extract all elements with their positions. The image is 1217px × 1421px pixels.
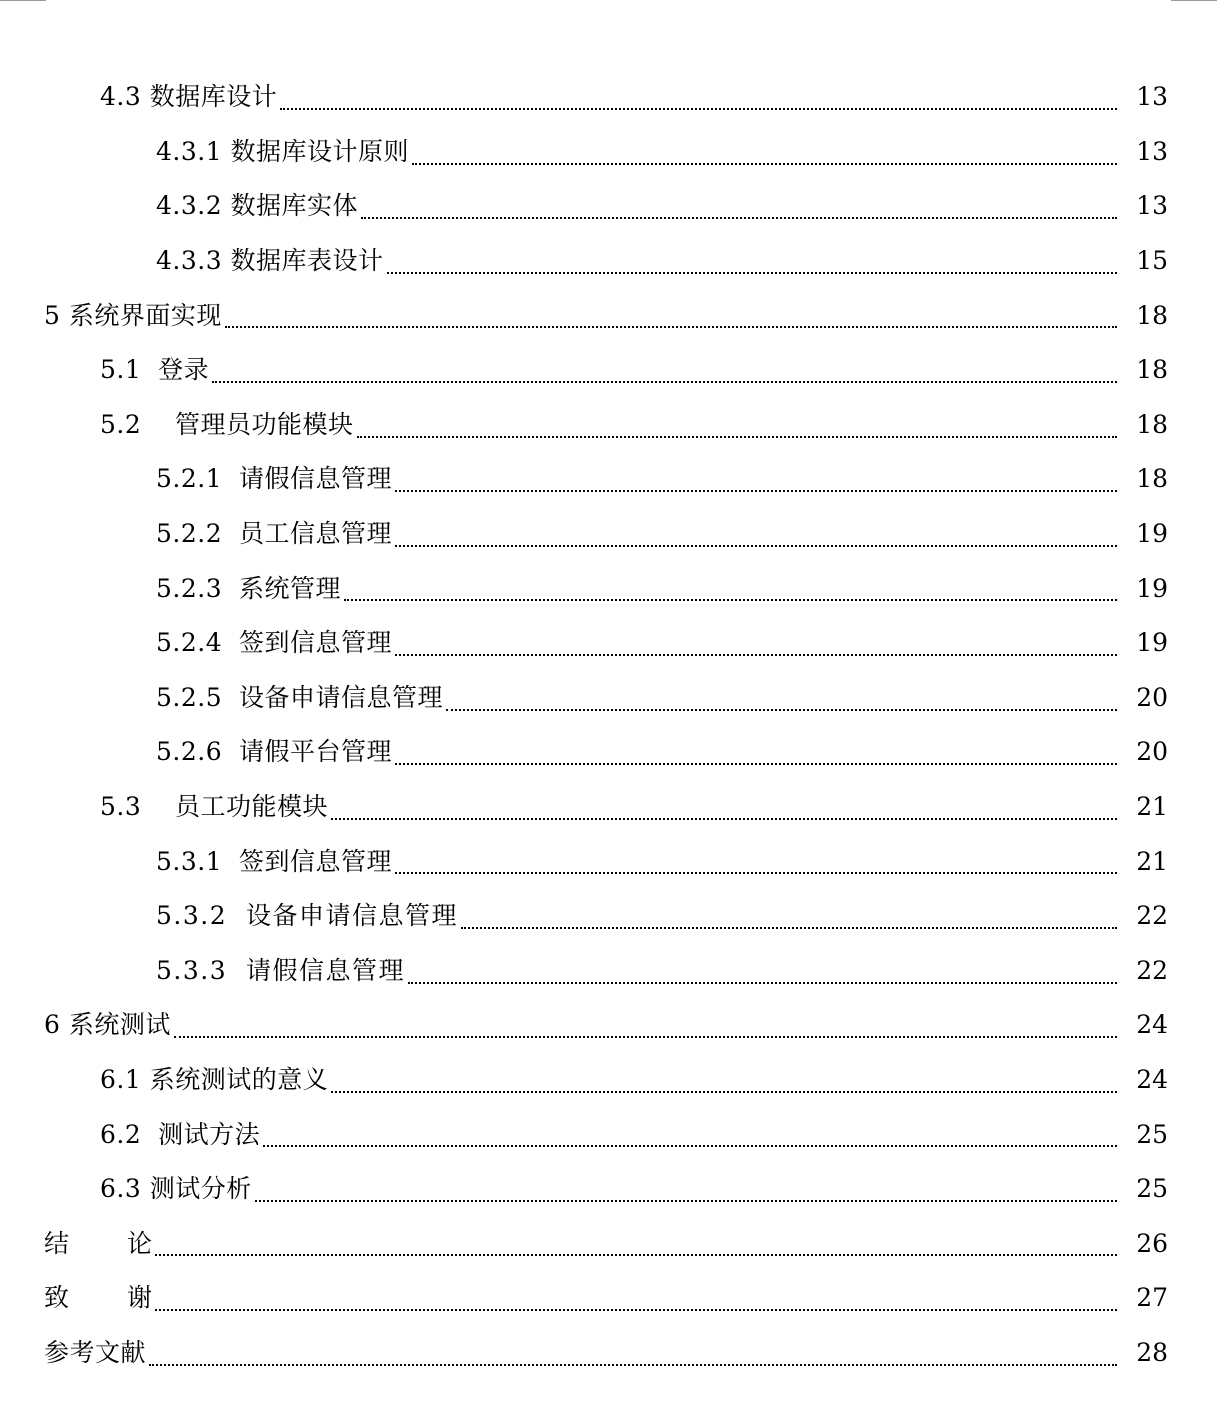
toc-entry-title: 5.3.2 设备申请信息管理	[156, 901, 459, 931]
toc-entry-5-3-1[interactable]	[0, 834, 1217, 889]
toc-entry-title: 6.3 测试分析	[100, 1174, 252, 1204]
page-corner-mark-right	[1171, 0, 1217, 1]
toc-entry-title-char-2: 谢	[127, 1283, 153, 1313]
toc-page-number: 18	[1136, 409, 1168, 439]
toc-entry-title: 6 系统测试	[44, 1010, 171, 1040]
toc-dot-leader	[344, 577, 1117, 601]
toc-entry-5-2-6[interactable]	[0, 725, 1217, 780]
toc-page-number: 15	[1136, 246, 1168, 276]
toc-entry-5-1[interactable]	[0, 343, 1217, 398]
toc-dot-leader	[225, 304, 1117, 328]
toc-page-number: 18	[1136, 464, 1168, 494]
toc-entry-5-3-3[interactable]	[0, 944, 1217, 999]
toc-entry-title: 4.3 数据库设计	[100, 82, 278, 112]
toc-entry-title: 5.3.3 请假信息管理	[156, 955, 406, 985]
toc-page-number: 26	[1136, 1228, 1168, 1258]
toc-page-number: 19	[1136, 628, 1168, 658]
toc-dot-leader	[212, 359, 1117, 383]
toc-entry-title: 5.2.1 请假信息管理	[156, 464, 393, 494]
toc-entry-6-3[interactable]	[0, 1162, 1217, 1217]
toc-dot-leader	[395, 741, 1117, 765]
toc-entry-title: 5.1 登录	[100, 355, 210, 385]
toc-dot-leader	[446, 687, 1117, 711]
toc-entry-6-2[interactable]	[0, 1107, 1217, 1162]
toc-dot-leader	[461, 905, 1117, 929]
toc-page-number: 22	[1136, 955, 1168, 985]
toc-entry-5-2-4[interactable]	[0, 616, 1217, 671]
toc-page-number: 22	[1136, 901, 1168, 931]
toc-entry-title-char-2: 论	[127, 1228, 153, 1258]
toc-entry-title: 5.3 员工功能模块	[100, 792, 329, 822]
toc-entry-6-1[interactable]	[0, 1053, 1217, 1108]
toc-entry-title-char-1: 致	[44, 1283, 70, 1313]
toc-entry-title: 6.1 系统测试的意义	[100, 1064, 329, 1094]
toc-dot-leader	[395, 468, 1117, 492]
toc-dot-leader	[408, 960, 1117, 984]
toc-dot-leader	[263, 1123, 1117, 1147]
toc-entry-5-3-2[interactable]	[0, 889, 1217, 944]
toc-entry-title: 5.3.1 签到信息管理	[156, 846, 393, 876]
toc-entry-6[interactable]	[0, 998, 1217, 1053]
toc-entry-title: 6.2 测试方法	[100, 1119, 261, 1149]
toc-dot-leader	[361, 195, 1117, 219]
toc-entry-4-3-1[interactable]	[0, 125, 1217, 180]
toc-page-number: 19	[1136, 573, 1168, 603]
toc-entry-5-3[interactable]	[0, 780, 1217, 835]
toc-dot-leader	[395, 632, 1117, 656]
toc-entry-title: 5.2.2 员工信息管理	[156, 519, 393, 549]
toc-dot-leader	[255, 1178, 1117, 1202]
toc-entry-5-2-2[interactable]	[0, 507, 1217, 562]
toc-entry-5[interactable]	[0, 288, 1217, 343]
toc-entry-acknowledgements[interactable]	[0, 1271, 1217, 1326]
toc-dot-leader	[155, 1232, 1117, 1256]
toc-entry-title: 4.3.3 数据库表设计	[156, 246, 384, 276]
toc-dot-leader	[387, 250, 1117, 274]
toc-page-number: 13	[1136, 82, 1168, 112]
toc-entry-5-2-5[interactable]	[0, 671, 1217, 726]
toc-page-number: 20	[1136, 682, 1168, 712]
toc-entry-title: 5.2.6 请假平台管理	[156, 737, 393, 767]
toc-entry-title: 5 系统界面实现	[44, 300, 222, 330]
toc-entry-4-3-3[interactable]	[0, 234, 1217, 289]
toc-dot-leader	[155, 1287, 1117, 1311]
toc-page-number: 25	[1136, 1174, 1168, 1204]
toc-entry-5-2-1[interactable]	[0, 452, 1217, 507]
table-of-contents	[0, 70, 1217, 1380]
toc-page-number: 21	[1136, 846, 1168, 876]
toc-page-number: 18	[1136, 300, 1168, 330]
toc-page-number: 13	[1136, 136, 1168, 166]
toc-page-number: 24	[1136, 1064, 1168, 1094]
toc-page-number: 18	[1136, 355, 1168, 385]
toc-entry-title: 5.2.5 设备申请信息管理	[156, 682, 444, 712]
toc-entry-title: 参考文献	[44, 1337, 147, 1367]
toc-dot-leader	[149, 1342, 1117, 1366]
toc-entry-4-3[interactable]	[0, 70, 1217, 125]
toc-dot-leader	[395, 850, 1117, 874]
toc-entry-references[interactable]	[0, 1326, 1217, 1381]
toc-entry-4-3-2[interactable]	[0, 179, 1217, 234]
toc-dot-leader	[412, 141, 1117, 165]
toc-dot-leader	[395, 523, 1117, 547]
toc-entry-title-char-1: 结	[44, 1228, 70, 1258]
toc-entry-title: 5.2.4 签到信息管理	[156, 628, 393, 658]
toc-dot-leader	[331, 1069, 1117, 1093]
toc-entry-title	[44, 1229, 152, 1259]
toc-page-number: 21	[1136, 792, 1168, 822]
toc-page-number: 13	[1136, 191, 1168, 221]
toc-entry-title	[44, 1283, 152, 1313]
toc-page-number: 19	[1136, 519, 1168, 549]
page-corner-mark-left	[0, 0, 46, 1]
toc-page-number: 27	[1136, 1283, 1168, 1313]
toc-page-number: 24	[1136, 1010, 1168, 1040]
toc-page-number: 25	[1136, 1119, 1168, 1149]
toc-entry-5-2[interactable]	[0, 398, 1217, 453]
toc-dot-leader	[331, 796, 1117, 820]
toc-dot-leader	[280, 86, 1117, 110]
toc-entry-title: 4.3.1 数据库设计原则	[156, 136, 410, 166]
toc-dot-leader	[357, 414, 1117, 438]
toc-entry-title: 5.2 管理员功能模块	[100, 409, 354, 439]
toc-page-number: 20	[1136, 737, 1168, 767]
toc-page-number: 28	[1136, 1337, 1168, 1367]
toc-dot-leader	[174, 1014, 1117, 1038]
toc-entry-title: 5.2.3 系统管理	[156, 573, 342, 603]
toc-entry-5-2-3[interactable]	[0, 561, 1217, 616]
toc-entry-title: 4.3.2 数据库实体	[156, 191, 359, 221]
toc-entry-conclusion[interactable]	[0, 1216, 1217, 1271]
